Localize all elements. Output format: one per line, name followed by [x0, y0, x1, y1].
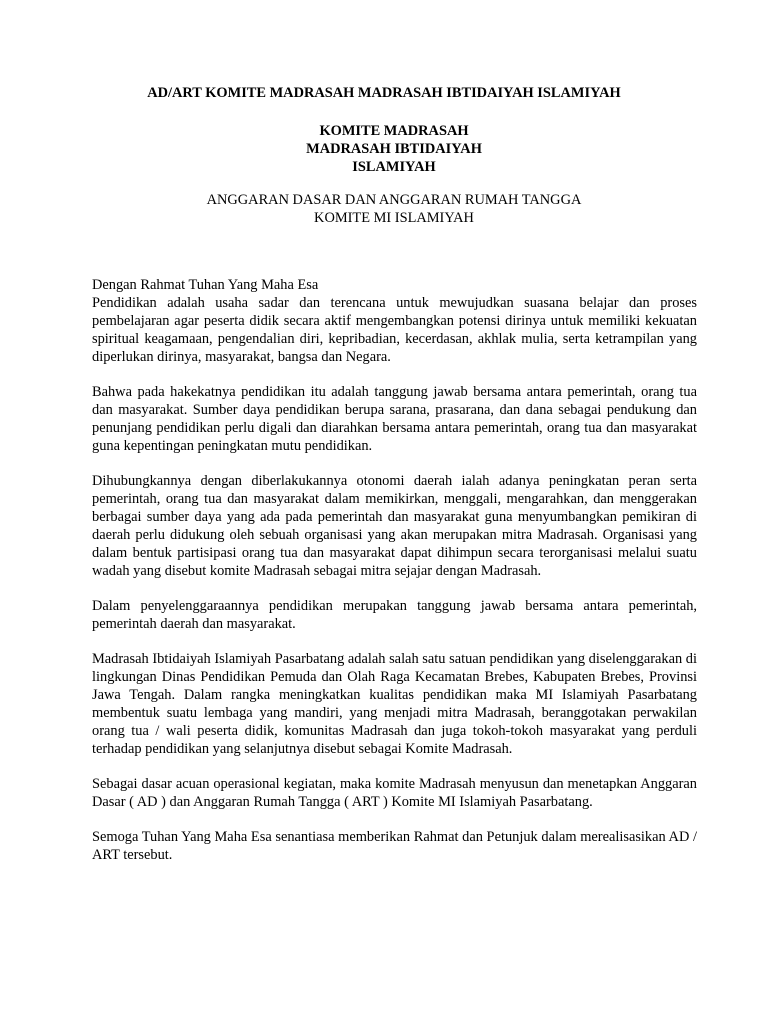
paragraph: Pendidikan adalah usaha sadar dan terencana untuk mewujudkan suasana belajar dan proses pembelajaran agar peserta didik secara aktif mengembangkan potensi dirinya untuk memiliki kekuatan spiritual keagamaan, pengendalian diri, kepribadian, kecerdasan, akhlak mulia, serta ketrampilan yang diperlukan dirinya, masyarakat, bangsa dan Negara. [92, 295, 697, 365]
paragraph: Madrasah Ibtidaiyah Islamiyah Pasarbatang adalah salah satu satuan pendidikan yang diselenggarakan di lingkungan Dinas Pendidikan Pemuda dan Olah Raga Kecamatan Brebes, Kabupaten Brebes, Provinsi Jawa Tengah. Dalam rangka meningkatkan kualitas pendidikan maka MI Islamiyah Pasarbatang membentuk suatu lembaga yang mandiri, yang menjadi mitra Madrasah, beranggotakan perwakilan orang tua / wali peserta didik, komunitas Madrasah dan juga tokoh-tokoh masyarakat yang perduli terhadap pendidikan yang selanjutnya disebut sebagai Komite Madrasah. [92, 651, 697, 757]
ad-title-line: ANGGARAN DASAR DAN ANGGARAN RUMAH TANGGA [206, 192, 582, 208]
paragraph: Dihubungkannya dengan diberlakukannya otonomi daerah ialah adanya peningkatan peran serta pemerintah, orang tua dan masyarakat dalam memikirkan, menggali, mengarahkan, dan menggerakan berbagai sumber daya yang ada pada pemerintah dan masyarakat guna menyumbangkan pemikiran di daerah perlu didukung oleh sebuah organisasi yang akan merupakan mitra Madrasah. Organisasi yang dalam bentuk partisipasi orang tua dan masyarakat dapat dihimpun secara terorganisasi melalui suatu wadah yang disebut komite Madrasah sebagai mitra sejajar dengan Madrasah. [92, 473, 697, 579]
subtitle-block [0, 122, 768, 176]
paragraph: Sebagai dasar acuan operasional kegiatan, maka komite Madrasah menyusun dan menetapkan Anggaran Dasar ( AD ) dan Anggaran Rumah Tangga ( ART ) Komite MI Islamiyah Pasarbatang. [92, 776, 697, 810]
paragraph: Bahwa pada hakekatnya pendidikan itu adalah tanggung jawab bersama antara pemerintah, orang tua dan masyarakat. Sumber daya pendidikan berupa sarana, prasarana, dan dana sebagai pendukung dan penunjang pendidikan perlu digali dan diarahkan bersama antara pemerintah, orang tua dan masyarakat guna kepentingan peningkatan mutu pendidikan. [92, 384, 697, 454]
ad-title-block [0, 191, 768, 227]
subtitle-line: MADRASAH IBTIDAIYAH [306, 141, 482, 157]
subtitle-line: ISLAMIYAH [352, 159, 436, 175]
body-text [92, 276, 697, 881]
paragraph: Semoga Tuhan Yang Maha Esa senantiasa memberikan Rahmat dan Petunjuk dalam merealisasikan AD / ART tersebut. [92, 829, 697, 863]
subtitle-line: KOMITE MADRASAH [319, 123, 469, 139]
opening-line: Dengan Rahmat Tuhan Yang Maha Esa [92, 277, 319, 293]
main-title: AD/ART KOMITE MADRASAH MADRASAH IBTIDAIYAH ISLAMIYAH [147, 85, 621, 101]
paragraph: Dalam penyelenggaraannya pendidikan merupakan tanggung jawab bersama antara pemerintah, pemerintah daerah dan masyarakat. [92, 598, 697, 632]
ad-title-line: KOMITE MI ISLAMIYAH [314, 210, 474, 226]
